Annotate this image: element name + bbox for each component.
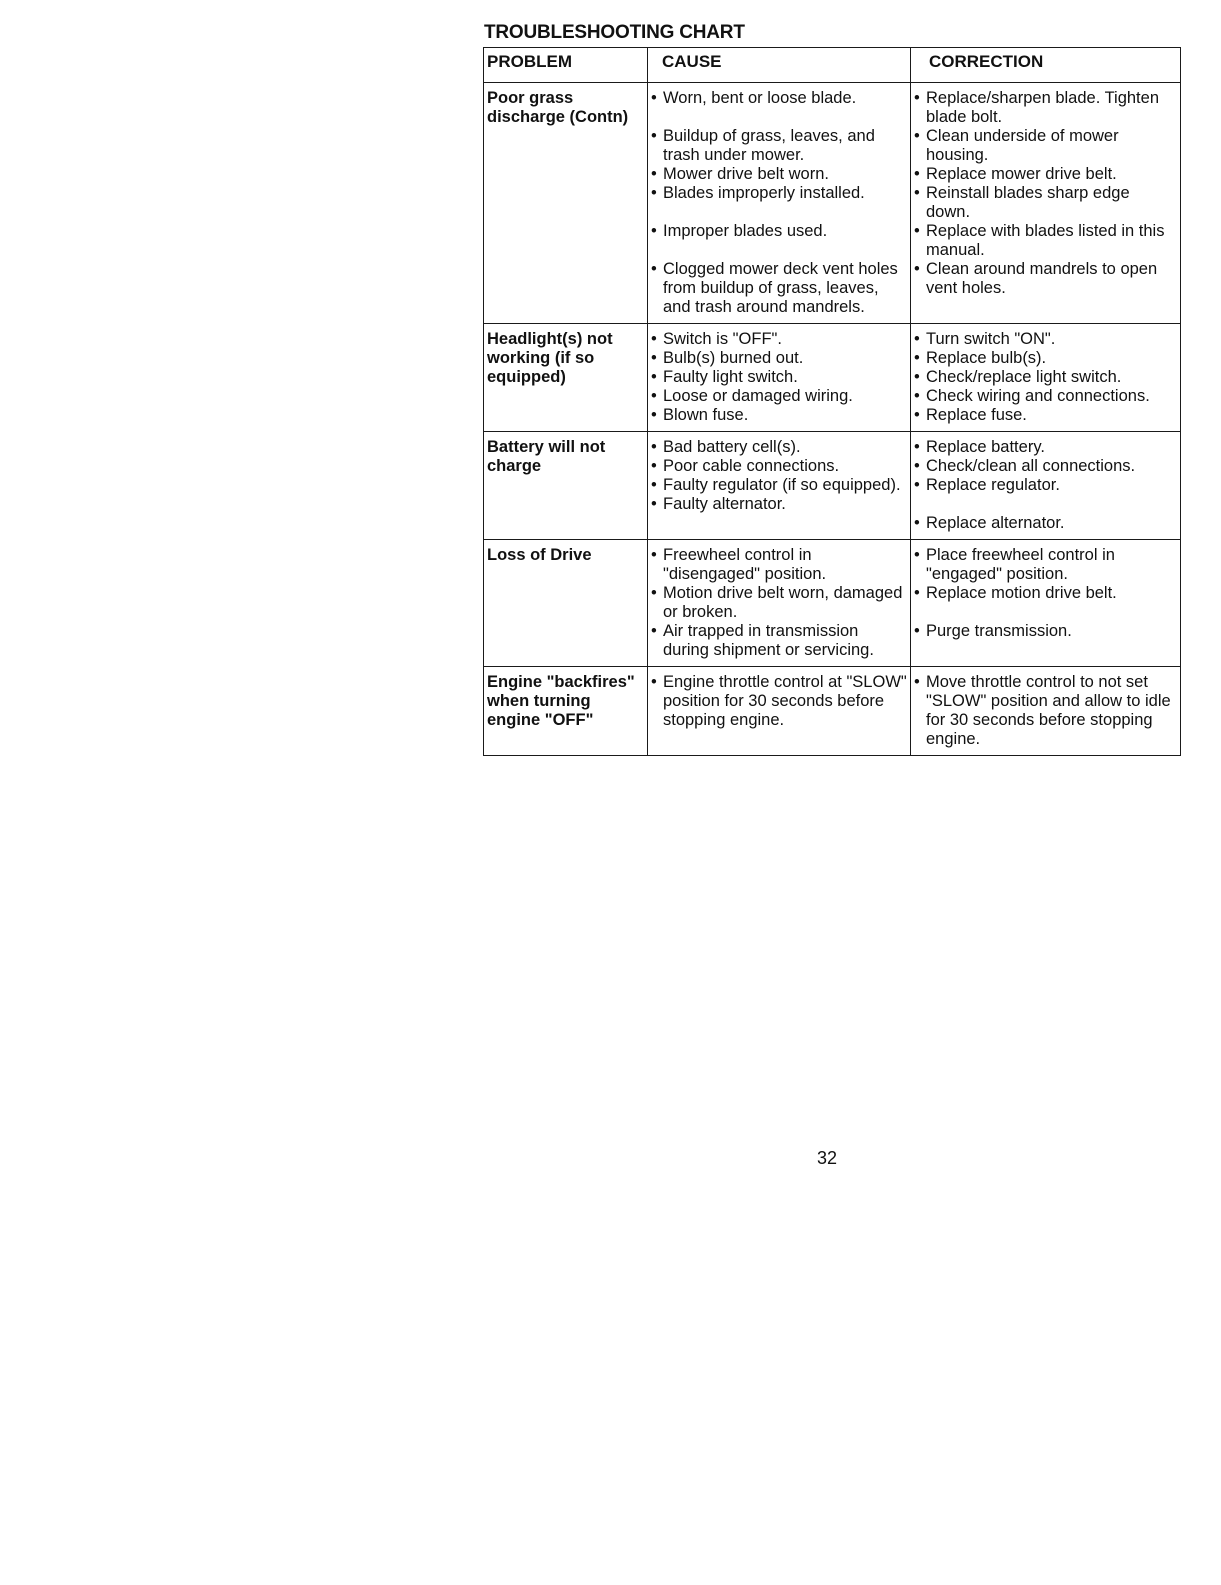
correction-item: • Reinstall blades sharp edge down. xyxy=(914,184,1130,221)
cause-item: • Switch is "OFF". xyxy=(651,330,782,348)
cause-cell xyxy=(648,83,911,324)
cause-item: • Motion drive belt worn, damaged or broken. xyxy=(651,584,903,621)
chart-title: TROUBLESHOOTING CHART xyxy=(484,22,745,43)
cause-item: • Air trapped in transmission during shipment or servicing. xyxy=(651,622,874,659)
cause-item: • Bad battery cell(s). xyxy=(651,438,801,456)
cause-item: • Buildup of grass, leaves, and trash under mower. xyxy=(651,127,875,164)
correction-item: • Replace regulator. xyxy=(914,476,1060,494)
cause-item: • Freewheel control in "disengaged" position. xyxy=(651,546,827,583)
correction-item: • Check/replace light switch. xyxy=(914,368,1122,386)
correction-item: • Turn switch "ON". xyxy=(914,330,1056,348)
cause-item: • Faulty regulator (if so equipped). xyxy=(651,476,901,494)
cause-item: • Loose or damaged wiring. xyxy=(651,387,853,405)
cause-cell xyxy=(648,324,911,432)
cause-item: • Worn, bent or loose blade. xyxy=(651,89,857,107)
correction-item: • Purge transmission. xyxy=(914,622,1072,640)
correction-item: • Replace battery. xyxy=(914,438,1045,456)
correction-cell xyxy=(911,667,1181,756)
correction-item: • Replace mower drive belt. xyxy=(914,165,1117,183)
header-problem: PROBLEM xyxy=(484,48,648,83)
problem-cell: Headlight(s) not working (if so equipped) xyxy=(484,324,648,432)
correction-item: • Clean underside of mower housing. xyxy=(914,127,1119,164)
cause-item: • Clogged mower deck vent holes from buildup of grass, leaves, and trash around mandrels. xyxy=(651,260,898,316)
correction-item: • Check wiring and connections. xyxy=(914,387,1150,405)
correction-item: • Replace alternator. xyxy=(914,514,1065,532)
cause-item: • Engine throttle control at "SLOW" position for 30 seconds before stopping engine. xyxy=(651,673,907,729)
cause-cell xyxy=(648,540,911,667)
troubleshooting-table xyxy=(483,47,1181,756)
correction-item: • Place freewheel control in "engaged" position. xyxy=(914,546,1115,583)
cause-item: • Mower drive belt worn. xyxy=(651,165,829,183)
correction-item: • Replace/sharpen blade. Tighten blade bolt. xyxy=(914,89,1159,126)
header-correction: CORRECTION xyxy=(911,48,1181,83)
cause-item: • Improper blades used. xyxy=(651,222,828,240)
cause-item: • Bulb(s) burned out. xyxy=(651,349,804,367)
correction-item: • Move throttle control to not set "SLOW" position and allow to idle for 30 seconds before stopping engine. xyxy=(914,673,1171,748)
cause-item: • Blades improperly installed. xyxy=(651,184,865,202)
cause-item: • Faulty light switch. xyxy=(651,368,798,386)
table-row xyxy=(484,83,1181,324)
correction-cell xyxy=(911,83,1181,324)
table-row xyxy=(484,324,1181,432)
correction-item: • Replace bulb(s). xyxy=(914,349,1047,367)
correction-item: • Replace motion drive belt. xyxy=(914,584,1117,602)
header-cause: CAUSE xyxy=(648,48,911,83)
cause-cell xyxy=(648,432,911,540)
problem-cell: Battery will not charge xyxy=(484,432,648,540)
cause-item: • Blown fuse. xyxy=(651,406,749,424)
correction-cell xyxy=(911,324,1181,432)
table-row xyxy=(484,432,1181,540)
problem-cell: Loss of Drive xyxy=(484,540,648,667)
table-row xyxy=(484,540,1181,667)
correction-item: • Check/clean all connections. xyxy=(914,457,1136,475)
cause-item: • Poor cable connections. xyxy=(651,457,840,475)
header-row xyxy=(484,48,1181,83)
correction-item: • Replace with blades listed in this manual. xyxy=(914,222,1165,259)
correction-cell xyxy=(911,432,1181,540)
correction-cell xyxy=(911,540,1181,667)
problem-cell: Engine "backfires" when turning engine "OFF" xyxy=(484,667,648,756)
correction-item: • Replace fuse. xyxy=(914,406,1027,424)
correction-item: • Clean around mandrels to open vent holes. xyxy=(914,260,1158,297)
cause-cell xyxy=(648,667,911,756)
table-row xyxy=(484,667,1181,756)
cause-item: • Faulty alternator. xyxy=(651,495,786,513)
problem-cell: Poor grass discharge (Contn) xyxy=(484,83,648,324)
page-number: 32 xyxy=(817,1148,838,1168)
